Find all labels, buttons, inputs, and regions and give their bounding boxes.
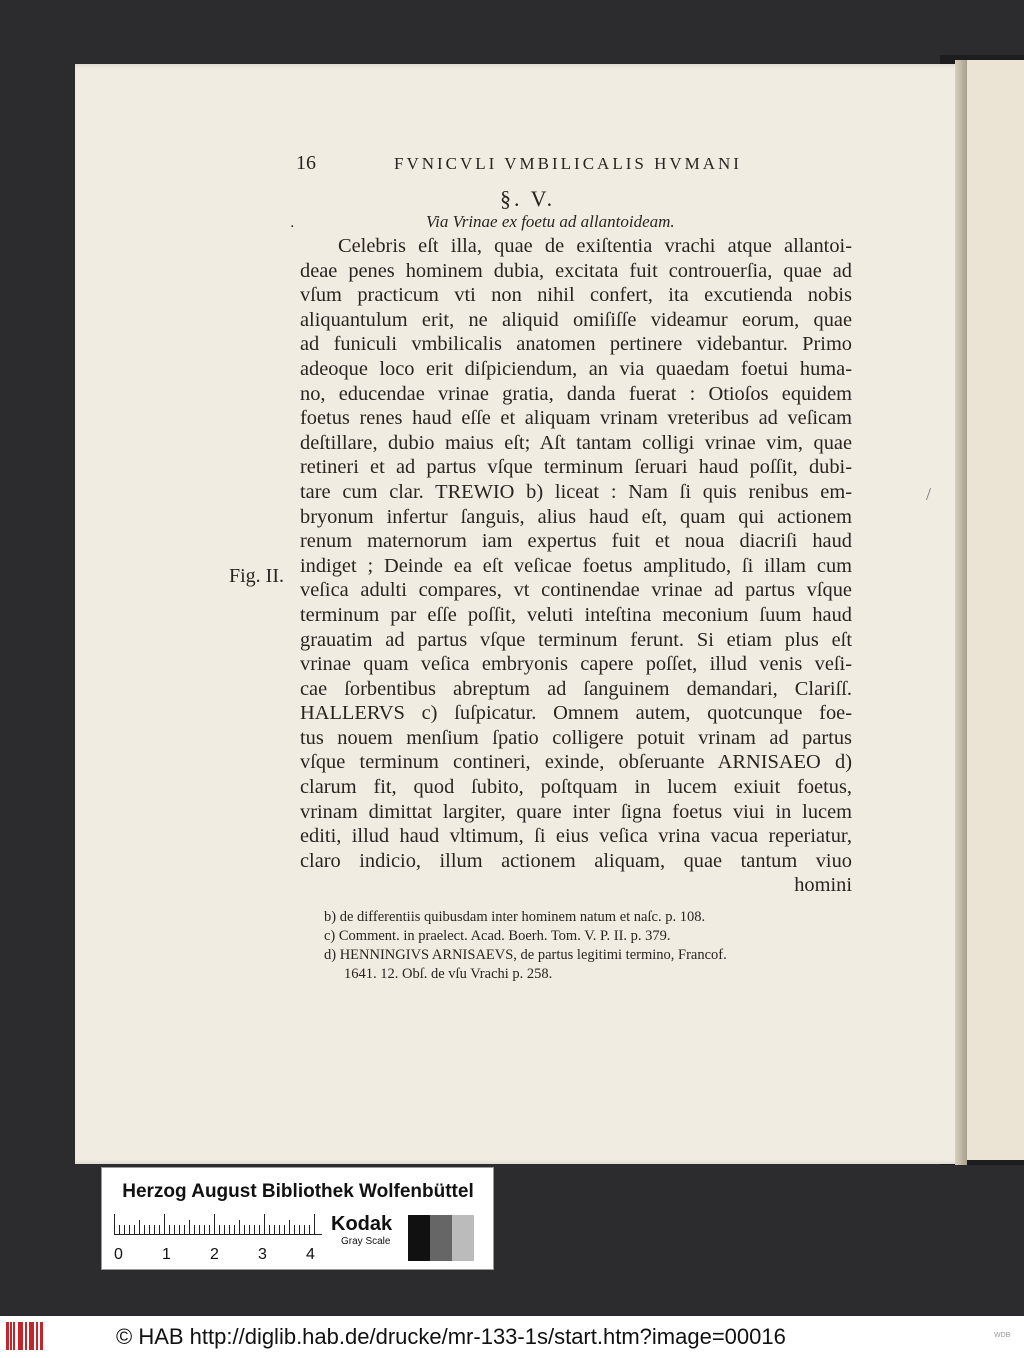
ruler-tick — [169, 1225, 170, 1234]
ruler-tick — [284, 1225, 285, 1234]
annotation-mark: / — [926, 484, 932, 504]
ruler-tick — [239, 1220, 240, 1234]
text-line: no, educendae vrinae gratia, danda fuerat : Otioſos equidem — [300, 382, 852, 405]
ruler-tick — [149, 1225, 150, 1234]
text-line: deae penes hominem dubia, excitata fuit controuerſia, quae ad — [300, 259, 852, 282]
gray-swatch-black — [408, 1215, 430, 1261]
ruler-tick — [229, 1225, 230, 1234]
footnote: d) HENNINGIVS ARNISAEVS, de partus legitimi termino, Francof. — [324, 947, 727, 963]
grayscale-label: Gray Scale — [341, 1236, 391, 1247]
ruler-tick — [124, 1225, 125, 1234]
ruler-tick — [154, 1225, 155, 1234]
ruler-tick — [144, 1225, 145, 1234]
ruler-tick — [314, 1214, 315, 1234]
ruler-tick — [219, 1225, 220, 1234]
text-line: editi, illud haud vltimum, ſi eius veſica vrina vacua reperiatur, — [300, 825, 852, 848]
ruler-tick — [249, 1225, 250, 1234]
footer-bar — [0, 1316, 1024, 1358]
margin-note: Fig. II. — [229, 565, 284, 587]
ruler-tick — [259, 1225, 260, 1234]
text-line: Celebris eſt illa, quae de exiſtentia vrachi atque allantoi- — [338, 235, 852, 257]
ruler-tick — [129, 1225, 130, 1234]
text-line: tus nouem menſium ſpatio colligere potuit vrinam ad partus — [300, 726, 852, 749]
footnote-continuation: 1641. 12. Obſ. de vſu Vrachi p. 258. — [344, 966, 553, 982]
body-text — [300, 234, 852, 898]
text-line: terminum par eſſe poſſit, veluti inteſtina meconium ſuum haud — [300, 603, 852, 626]
gray-swatch-light — [452, 1215, 474, 1261]
running-title: FVNICVLI VMBILICALIS HVMANI — [394, 154, 742, 173]
kodak-logo: Kodak — [331, 1213, 393, 1235]
ruler-tick — [134, 1225, 135, 1234]
ruler-tick — [289, 1220, 290, 1234]
section-subtitle: Via Vrinae ex foetu ad allantoideam. — [426, 212, 675, 231]
ruler-tick — [164, 1214, 165, 1234]
library-label — [101, 1167, 494, 1270]
copyright-url: © HAB http://diglib.hab.de/drucke/mr-133-1s/start.htm?image=00016 — [116, 1324, 786, 1349]
footnote: c) Comment. in praelect. Acad. Boerh. Tom. V. P. II. p. 379. — [324, 928, 671, 944]
hab-logo-icon — [6, 1322, 44, 1350]
ruler-tick — [114, 1214, 115, 1234]
ruler-tick — [234, 1225, 235, 1234]
text-line: retineri et ad partus vſque terminum ſeruari haud poſſit, dubi- — [300, 456, 852, 479]
ruler-tick — [159, 1225, 160, 1234]
ruler-tick — [119, 1225, 120, 1234]
ruler-tick — [264, 1214, 265, 1234]
ruler-tick — [279, 1225, 280, 1234]
text-line: vſum practicum vti non nihil confert, ita excutienda nobis — [300, 284, 852, 307]
text-line: HALLERVS c) ſuſpicatur. Omnem autem, quotcunque foe- — [300, 702, 852, 725]
footer-mark: WDB — [994, 1332, 1011, 1339]
gray-swatch-dark — [430, 1215, 452, 1261]
ruler — [114, 1214, 322, 1236]
ruler-tick — [184, 1225, 185, 1234]
ruler-tick — [139, 1220, 140, 1234]
logo-bar — [36, 1322, 38, 1350]
ruler-number: 1 — [162, 1246, 171, 1263]
logo-bar — [6, 1322, 9, 1350]
text-line: claro indicio, illum actionem aliquam, quae tantum viuo — [300, 849, 852, 872]
footnotes — [324, 908, 864, 984]
annotation-dot: · — [290, 219, 295, 235]
logo-bar — [40, 1322, 43, 1350]
ruler-tick — [274, 1225, 275, 1234]
ruler-number: 3 — [258, 1246, 267, 1263]
ruler-tick — [194, 1225, 195, 1234]
ruler-tick — [269, 1225, 270, 1234]
ruler-tick — [179, 1225, 180, 1234]
ruler-tick — [214, 1214, 215, 1234]
ruler-tick — [254, 1225, 255, 1234]
text-line: vſque terminum contineri, exinde, obſeruante ARNISAEO d) — [300, 751, 852, 774]
text-line: deſtillare, dubio maius eſt; Aſt tantam colligi vrinae vim, quae — [300, 431, 852, 454]
text-line: veſica adulti compares, vt continendae vrinae ad partus vſque — [300, 579, 852, 602]
ruler-tick — [294, 1225, 295, 1234]
ruler-tick — [309, 1225, 310, 1234]
text-line: bryonum infertur ſanguis, alius haud eſt, quam qui actionem — [300, 505, 852, 528]
facing-page-edge — [960, 60, 1024, 1160]
library-title: Herzog August Bibliothek Wolfenbüttel — [122, 1181, 474, 1202]
text-line: grauatim ad partus vſque terminum ferunt. Si etiam plus eſt — [300, 628, 852, 651]
text-line: adeoque loco erit diſpiciendum, an via quaedam foetui huma- — [300, 357, 852, 380]
text-line: foetus renes haud eſſe et aliquam vrinam vreteribus ad veſicam — [300, 407, 852, 430]
ruler-tick — [174, 1225, 175, 1234]
logo-bar — [10, 1322, 12, 1350]
text-line: vrinam dimittat largiter, quare inter ſigna foetus viui in lucem — [300, 800, 852, 823]
text-line: tare cum clar. TREWIO b) liceat : Nam ſi quis renibus em- — [300, 480, 852, 503]
text-line: aliquantulum erit, ne aliquid omiſiſſe videamur eorum, quae — [300, 308, 852, 331]
logo-bar — [13, 1322, 15, 1350]
ruler-line — [114, 1234, 322, 1235]
ruler-tick — [204, 1225, 205, 1234]
section-heading: §. V. — [500, 186, 556, 211]
ruler-tick — [224, 1225, 225, 1234]
text-line: cae ſorbentibus abreptum ad ſanguinem demandari, Clariſſ. — [300, 677, 852, 700]
logo-bar — [21, 1322, 23, 1350]
ruler-number: 0 — [114, 1246, 123, 1263]
ruler-number: 4 — [306, 1246, 315, 1263]
text-line: renum maternorum iam expertus fuit et noua diacriſi haud — [300, 530, 852, 553]
text-line: clarum fit, quod ſubito, poſtquam in lucem exiuit foetus, — [300, 776, 852, 799]
ruler-tick — [299, 1225, 300, 1234]
ruler-tick — [209, 1225, 210, 1234]
footnote: b) de differentiis quibusdam inter hominem natum et naſc. p. 108. — [324, 909, 706, 925]
text-line: ad funiculi vmbilicalis anatomen pertinere videbantur. Primo — [300, 333, 852, 356]
logo-bar — [32, 1322, 34, 1350]
ruler-number: 2 — [210, 1246, 219, 1263]
ruler-tick — [199, 1225, 200, 1234]
ruler-tick — [244, 1225, 245, 1234]
page-header — [296, 152, 996, 182]
logo-bar — [25, 1322, 27, 1350]
text-line: indiget ; Deinde ea eſt veſicae foetus amplitudo, ſi illam cum — [300, 554, 852, 577]
page-number: 16 — [296, 152, 316, 174]
ruler-tick — [304, 1225, 305, 1234]
text-line: vrinae quam veſica embryonis capere poſſet, illud venis veſi- — [300, 653, 852, 676]
page-gutter — [955, 60, 967, 1165]
ruler-tick — [189, 1220, 190, 1234]
text-line: homini — [794, 874, 852, 897]
